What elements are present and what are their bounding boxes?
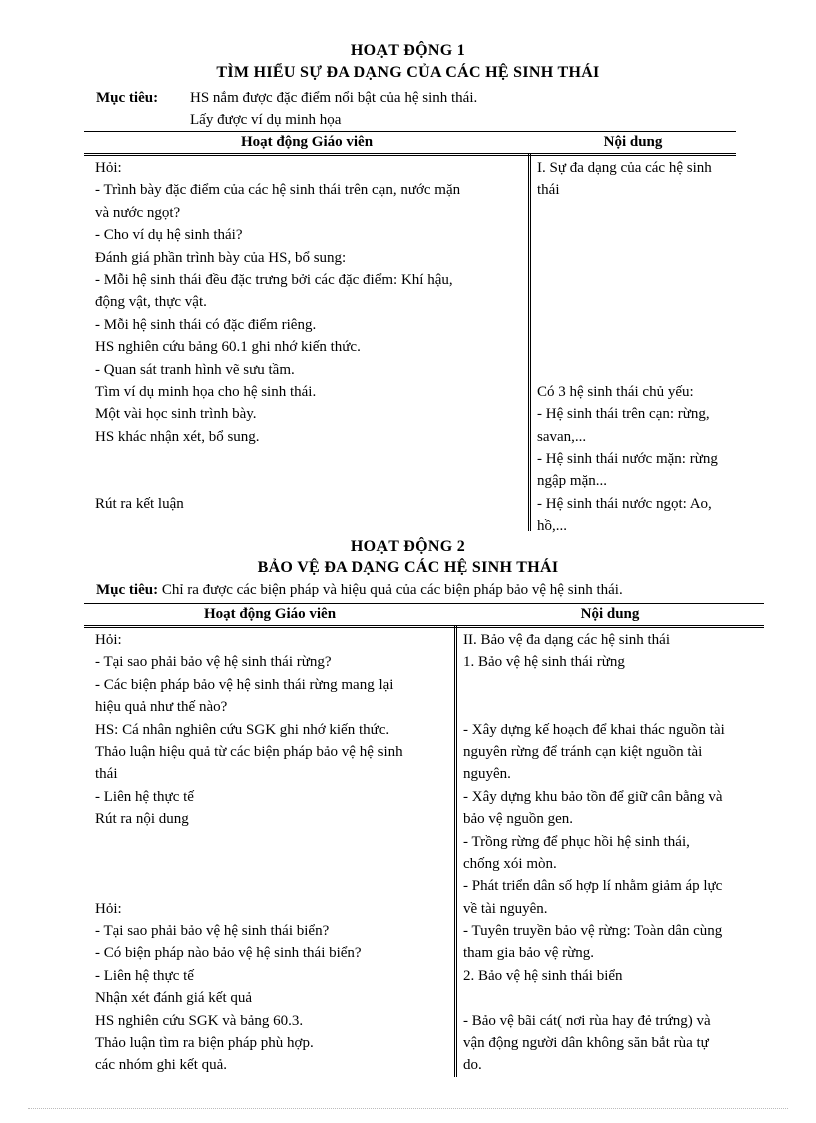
content-line: - Xây dựng kế hoạch để khai thác nguồn tài (463, 721, 725, 738)
content-line: - Phát triển dân số hợp lí nhằm giảm áp lực (463, 878, 723, 895)
activity1-objective-line-2: Lấy được ví dụ minh họa (190, 112, 342, 128)
teacher-line: Một vài học sinh trình bày. (95, 406, 257, 423)
teacher-line (95, 448, 460, 470)
content-line (537, 269, 718, 291)
table2-teacher-column (95, 629, 403, 1077)
content-line: I. Sự đa dạng của các hệ sinh (537, 160, 712, 176)
teacher-line: - Tại sao phải bảo vệ hệ sinh thái rừng? (95, 654, 332, 671)
teacher-line: - Có biện pháp nào bảo vệ hệ sinh thái biển? (95, 945, 362, 962)
teacher-line: Rút ra kết luận (95, 495, 184, 512)
teacher-line: HS nghiên cứu SGK và bảng 60.3. (95, 1012, 304, 1029)
activity2-objective-text: Chỉ ra được các biện pháp và hiệu quả của các biện pháp bảo vệ hệ sinh thái. (161, 582, 623, 598)
content-line (463, 674, 725, 696)
teacher-line: Hỏi: (95, 900, 122, 917)
activity1-title: HOẠT ĐỘNG 1 (350, 42, 466, 59)
teacher-line: Nhận xét đánh giá kết quả (95, 990, 253, 1007)
content-line: hồ,... (537, 518, 567, 535)
teacher-line (95, 853, 403, 875)
content-line: bảo vệ nguồn gen. (463, 811, 573, 828)
teacher-line (95, 831, 403, 853)
content-line: II. Bảo vệ đa dạng các hệ sinh thái (463, 632, 671, 648)
content-line: - Bảo vệ bãi cát( nơi rùa hay đẻ trứng) và (463, 1012, 711, 1029)
content-line (537, 291, 718, 313)
teacher-line: - Liên hệ thực tế (95, 788, 194, 805)
content-line: nguyên. (463, 766, 511, 783)
content-line (463, 696, 725, 718)
teacher-line: Tìm ví dụ minh họa cho hệ sinh thái. (95, 383, 317, 400)
teacher-line: - Liên hệ thực tế (95, 967, 194, 984)
table2-content-column (463, 629, 725, 1077)
activity2-objective-label: Mục tiêu: (96, 582, 159, 598)
content-line: nguyên rừng để tránh cạn kiệt nguồn tài (463, 743, 703, 760)
content-line (537, 314, 718, 336)
activity1-objective-label: Mục tiêu: (96, 90, 159, 106)
activity1-objective-line-1: HS nắm được đặc điểm nổi bật của hệ sinh thái. (190, 90, 478, 106)
content-line (537, 224, 718, 246)
table1-header-teacher: Hoạt động Giáo viên (240, 134, 374, 150)
table1-content-column (537, 157, 718, 538)
content-line: - Tuyên truyền bảo vệ rừng: Toàn dân cùng (463, 923, 723, 940)
content-line: - Xây dựng khu bảo tồn để giữ cân bằng và (463, 788, 723, 805)
teacher-line: - Mỗi hệ sinh thái đều đặc trưng bởi các đặc điểm: Khí hậu, (95, 271, 453, 288)
teacher-line: HS khác nhận xét, bổ sung. (95, 428, 260, 445)
content-line: - Trồng rừng để phục hồi hệ sinh thái, (463, 833, 690, 850)
teacher-line: HS nghiên cứu bảng 60.1 ghi nhớ kiến thức. (95, 339, 361, 356)
teacher-line: Thảo luận tìm ra biện pháp phù hợp. (95, 1035, 314, 1052)
table2-header-content: Nội dung (580, 606, 640, 622)
teacher-line: Hỏi: (95, 632, 122, 648)
table2-header-divider (84, 625, 764, 628)
teacher-line: - Quan sát tranh hình vẽ sưu tầm. (95, 361, 295, 378)
teacher-line: - Các biện pháp bảo vệ hệ sinh thái rừng mang lại (95, 676, 394, 693)
activity2-objective (96, 582, 623, 599)
teacher-line: Thảo luận hiệu quả từ các biện pháp bảo vệ hệ sinh (95, 743, 403, 760)
table1-teacher-column (95, 157, 460, 515)
content-line (537, 247, 718, 269)
content-line: savan,... (537, 428, 587, 445)
teacher-line: động vật, thực vật. (95, 294, 207, 311)
activity2-subtitle: BẢO VỆ ĐA DẠNG CÁC HỆ SINH THÁI (257, 559, 559, 576)
content-line: 1. Bảo vệ hệ sinh thái rừng (463, 654, 625, 671)
content-line: - Hệ sinh thái trên cạn: rừng, (537, 406, 710, 423)
teacher-line: thái (95, 766, 118, 783)
content-line: tham gia bảo vệ rừng. (463, 945, 595, 962)
teacher-line: các nhóm ghi kết quả. (95, 1057, 228, 1074)
content-line: ngập mặn... (537, 473, 607, 490)
table1-header-content: Nội dung (603, 134, 663, 150)
content-line: Có 3 hệ sinh thái chủ yếu: (537, 383, 694, 400)
activity2-title: HOẠT ĐỘNG 2 (350, 538, 466, 555)
content-line: chống xói mòn. (463, 855, 557, 872)
activity1-subtitle: TÌM HIỂU SỰ ĐA DẠNG CỦA CÁC HỆ SINH THÁI (216, 64, 600, 81)
teacher-line: HS: Cá nhân nghiên cứu SGK ghi nhớ kiến thức. (95, 721, 390, 738)
table2-column-divider (454, 625, 457, 1077)
table2-top-border (84, 603, 764, 604)
page-bottom-rule (28, 1108, 788, 1109)
teacher-line: - Mỗi hệ sinh thái có đặc điểm riêng. (95, 316, 317, 333)
content-line (537, 336, 718, 358)
content-line: - Hệ sinh thái nước mặn: rừng (537, 451, 718, 468)
content-line: về tài nguyên. (463, 900, 548, 917)
content-line: thái (537, 182, 560, 199)
teacher-line (95, 470, 460, 492)
content-line: 2. Bảo vệ hệ sinh thái biển (463, 967, 623, 984)
content-line (537, 359, 718, 381)
content-line: - Hệ sinh thái nước ngọt: Ao, (537, 495, 712, 512)
content-line: do. (463, 1057, 482, 1074)
content-line (463, 987, 725, 1009)
teacher-line: hiệu quả như thế nào? (95, 699, 228, 716)
content-line: vận động người dân không săn bắt rùa tự (463, 1035, 709, 1052)
content-line (537, 202, 718, 224)
teacher-line: - Cho ví dụ hệ sinh thái? (95, 227, 243, 244)
teacher-line: và nước ngọt? (95, 204, 181, 221)
table1-column-divider (528, 153, 531, 531)
teacher-line: Rút ra nội dung (95, 811, 189, 828)
teacher-line: Hỏi: (95, 160, 122, 176)
teacher-line: - Trình bày đặc điểm của các hệ sinh thái trên cạn, nước mặn (95, 182, 461, 199)
table2-header-teacher: Hoạt động Giáo viên (203, 606, 337, 622)
teacher-line: Đánh giá phần trình bày của HS, bổ sung: (95, 249, 347, 266)
table1-top-border (84, 131, 736, 132)
teacher-line (95, 875, 403, 897)
table1-header-divider (84, 153, 736, 156)
teacher-line: - Tại sao phải bảo vệ hệ sinh thái biển? (95, 923, 330, 940)
